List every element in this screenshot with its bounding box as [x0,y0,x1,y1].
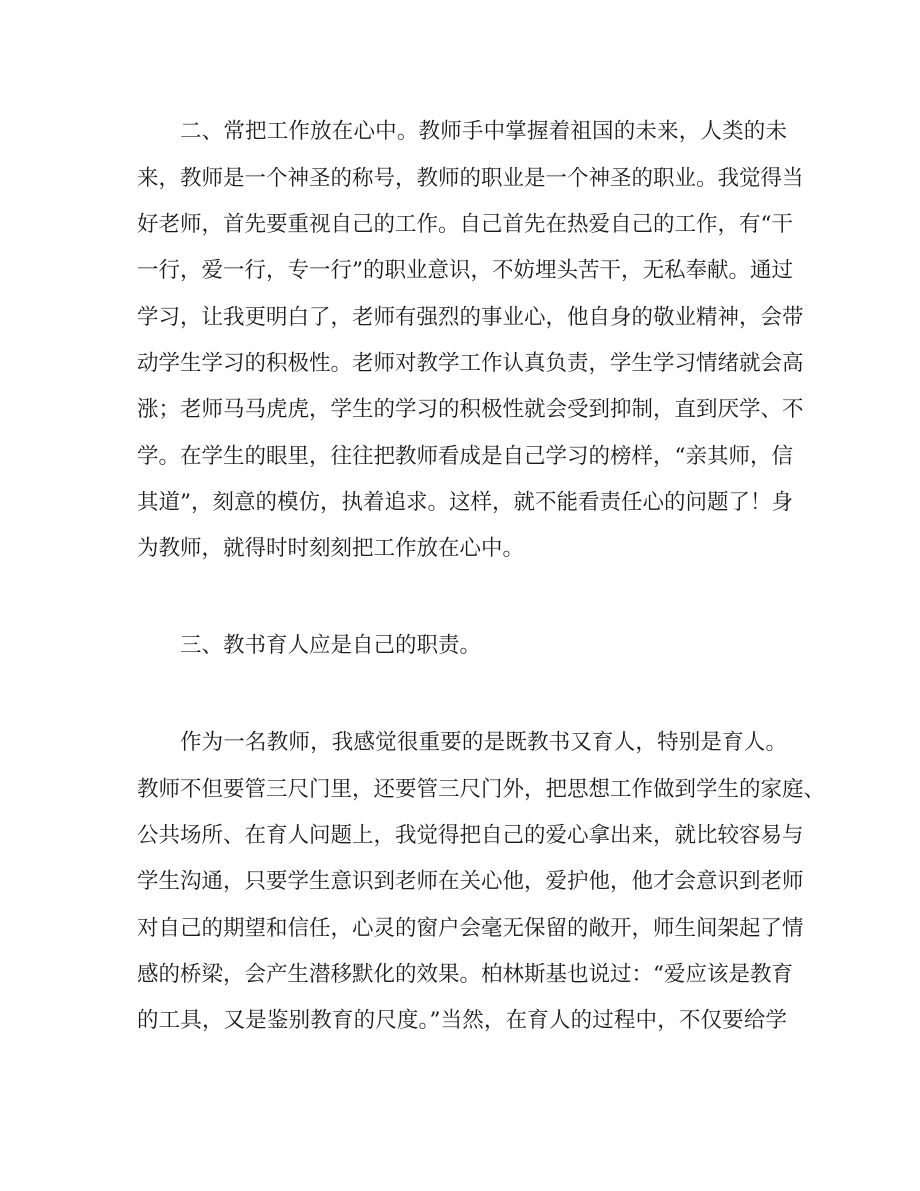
paragraph-line: 感的桥梁，会产生潜移默化的效果。柏林斯基也说过：“爱应该是教育 [137,962,793,987]
paragraph-line: 来，教师是一个神圣的称号，教师的职业是一个神圣的职业。我觉得当 [137,166,804,191]
paragraph-line: 涨；老师马马虎虎，学生的学习的积极性就会受到抑制，直到厌学、不 [137,397,804,422]
paragraph-line: 的工具，又是鉴别教育的尺度。”当然，在育人的过程中，不仅要给学 [137,1008,787,1033]
paragraph-line: 作为一名教师，我感觉很重要的是既教书又育人，特别是育人。 [180,730,787,755]
paragraph-line: 学。在学生的眼里，往往把教师看成是自己学习的榜样，“亲其师，信 [137,444,793,469]
paragraph-line: 好老师，首先要重视自己的工作。自己首先在热爱自己的工作，有“干 [137,212,793,237]
paragraph-line: 教师不但要管三尺门里，还要管三尺门外，把思想工作做到学生的家庭、 [137,777,826,802]
paragraph-line: 动学生学习的积极性。老师对教学工作认真负责，学生学习情绪就会高 [137,351,804,376]
paragraph-line: 对自己的期望和信任，心灵的窗户会毫无保留的敞开，师生间架起了情 [137,916,804,941]
paragraph-line: 学习，让我更明白了，老师有强烈的事业心，他自身的敬业精神，会带 [137,305,804,330]
paragraph-line: 一行，爱一行，专一行”的职业意识，不妨埋头苦干，无私奉献。通过 [137,258,793,283]
section-3-heading: 三、教书育人应是自己的职责。 [180,633,482,658]
paragraph-line: 为教师，就得时时刻刻把工作放在心中。 [137,536,525,561]
paragraph-line: 公共场所、在育人问题上，我觉得把自己的爱心拿出来，就比较容易与 [137,823,804,848]
paragraph-line: 其道”，刻意的模仿，执着追求。这样，就不能看责任心的问题了！身 [137,490,793,515]
paragraph-line: 二、常把工作放在心中。教师手中掌握着祖国的未来，人类的未 [180,119,787,144]
paragraph-line: 学生沟通，只要学生意识到老师在关心他，爱护他，他才会意识到老师 [137,869,804,894]
